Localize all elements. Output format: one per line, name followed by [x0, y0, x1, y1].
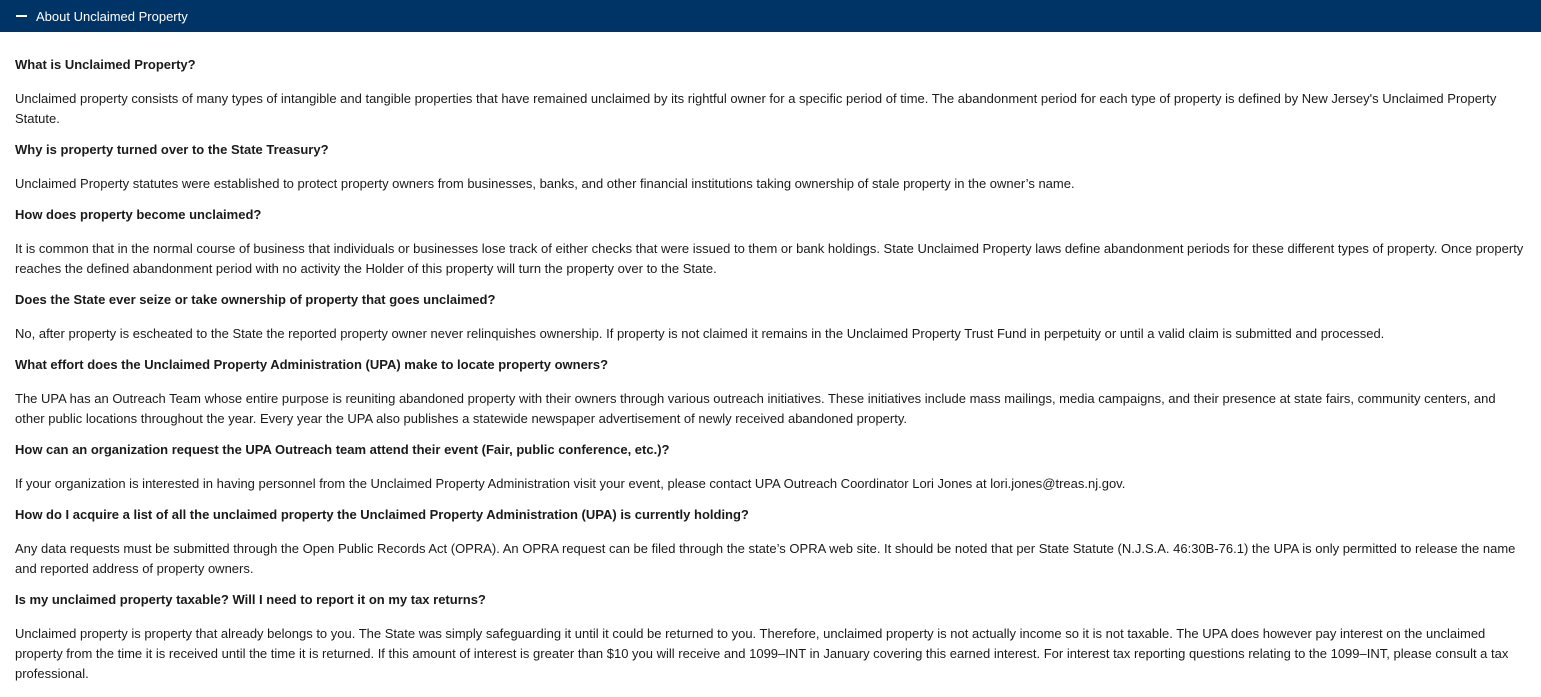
faq-answer: Unclaimed Property statutes were established to protect property owners from businesses, banks, and other financial institutions taking ownership of stale property in the owner’s name.	[15, 176, 1075, 191]
faq-question: Is my unclaimed property taxable? Will I need to report it on my tax returns?	[15, 592, 486, 607]
faq-answer: It is common that in the normal course of business that individuals or businesses lose track of either checks that were issued to them or bank holdings. State Unclaimed Property laws define abandonment periods for these different types of property. Once property reaches the defined abandonment period with no activity the Holder of this property will turn the property over to the State.	[15, 241, 1524, 276]
accordion-body	[0, 35, 1541, 684]
faq-answer: If your organization is interested in having personnel from the Unclaimed Property Administration visit your event, please contact UPA Outreach Coordinator Lori Jones at lori.jones@treas.nj.gov.	[15, 476, 1126, 491]
faq-question: How does property become unclaimed?	[15, 207, 262, 222]
accordion-header[interactable]	[0, 0, 1541, 35]
faq-answer: Any data requests must be submitted through the Open Public Records Act (OPRA). An OPRA request can be filed through the state’s OPRA web site. It should be noted that per State Statute (N.J.S.A. 46:30B-76.1) the UPA is only permitted to release the name and reported address of property owners.	[15, 541, 1516, 576]
faq-question: Does the State ever seize or take ownership of property that goes unclaimed?	[15, 292, 496, 307]
faq-question: How can an organization request the UPA Outreach team attend their event (Fair, public conference, etc.)?	[15, 442, 670, 457]
faq-answer: The UPA has an Outreach Team whose entire purpose is reuniting abandoned property with their owners through various outreach initiatives. These initiatives include mass mailings, media campaigns, and their presence at state fairs, community centers, and other public locations throughout the year. Every year the UPA also publishes a statewide newspaper advertisement of newly received abandoned property.	[15, 391, 1496, 426]
faq-question: How do I acquire a list of all the unclaimed property the Unclaimed Property Administration (UPA) is currently holding?	[15, 507, 749, 522]
faq-question: Why is property turned over to the State Treasury?	[15, 142, 329, 157]
faq-answer: Unclaimed property consists of many types of intangible and tangible properties that have remained unclaimed by its rightful owner for a specific period of time. The abandonment period for each type of property is defined by New Jersey's Unclaimed Property Statute.	[15, 91, 1497, 126]
accordion-title: About Unclaimed Property	[36, 8, 188, 24]
faq-question: What is Unclaimed Property?	[15, 57, 196, 72]
faq-answer: Unclaimed property is property that already belongs to you. The State was simply safeguarding it until it could be returned to you. Therefore, unclaimed property is not actually income so it is not taxable. The UPA does however pay interest on the unclaimed property from the time it is received until the time it is returned. If this amount of interest is greater than $10 you will receive and 1099–INT in January covering this earned interest. For interest tax reporting questions relating to the 1099–INT, please consult a tax professional.	[15, 626, 1509, 681]
faq-answer: No, after property is escheated to the State the reported property owner never relinquishes ownership. If property is not claimed it remains in the Unclaimed Property Trust Fund in perpetuity or until a valid claim is submitted and processed.	[15, 326, 1385, 341]
minus-icon[interactable]	[16, 15, 27, 17]
faq-question: What effort does the Unclaimed Property Administration (UPA) make to locate property owners?	[15, 357, 609, 372]
